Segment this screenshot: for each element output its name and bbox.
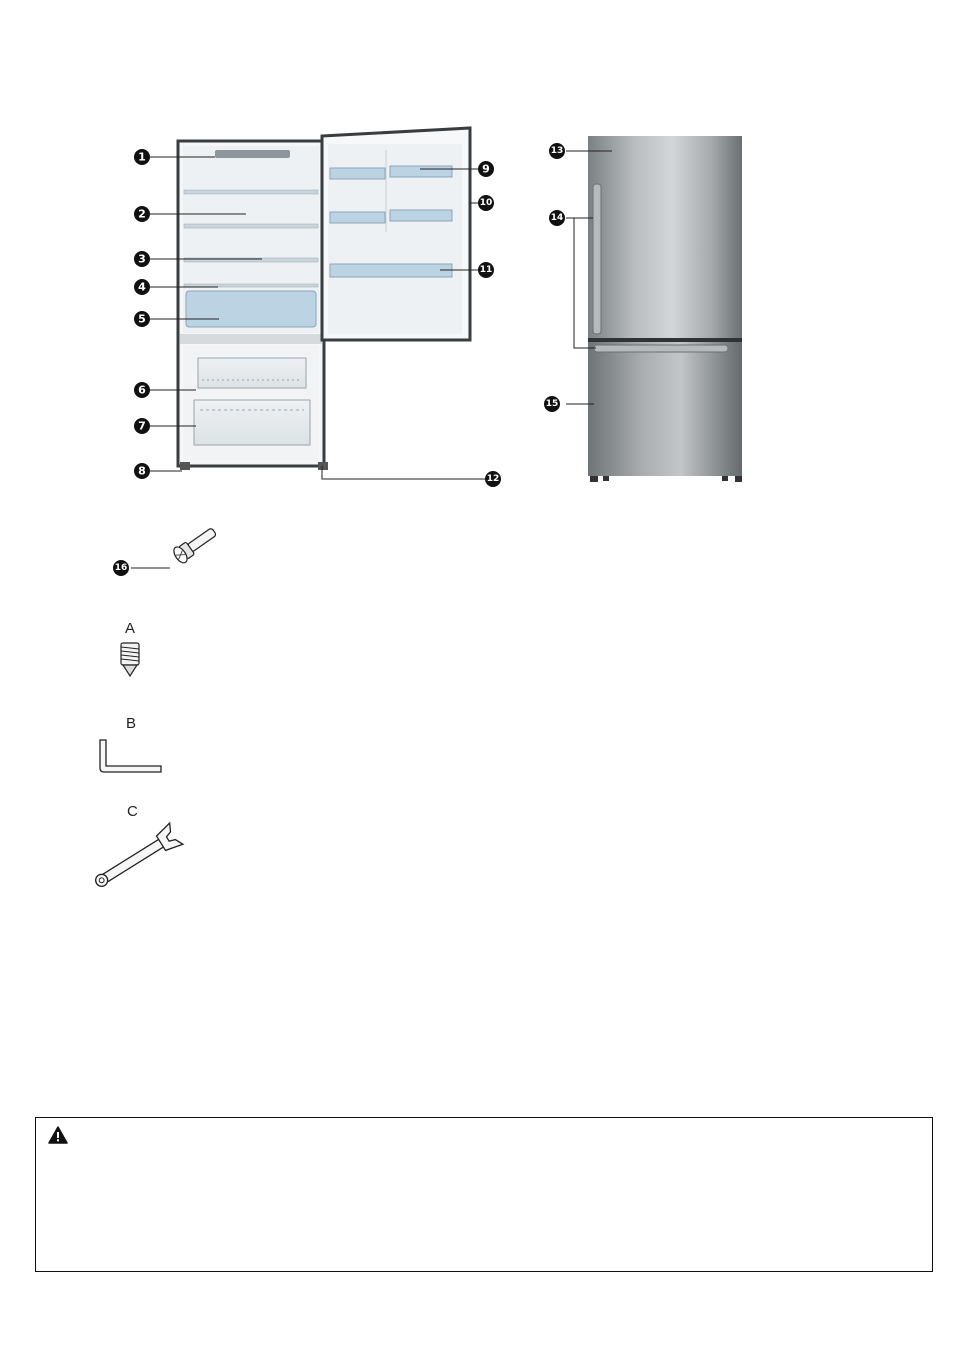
horizontal-handle [594,345,728,352]
accessory-b-label: B [126,715,137,732]
accessory-c-label: C [127,803,138,820]
callout-5 [134,311,150,327]
callout-2 [134,206,150,222]
callout-4 [134,279,150,295]
callout-10 [478,195,494,211]
crisper-drawer [186,291,316,327]
svg-text:1: 1 [138,150,146,164]
freezer-door-closed [588,342,742,476]
wrench-icon [90,823,183,894]
open-refrigerator [178,128,470,470]
callout-13 [549,143,565,159]
door-bin-middle-right [390,210,452,221]
svg-text:10: 10 [479,198,493,208]
callout-9 [478,161,494,177]
fridge-door-closed [588,136,742,338]
leveling-leg-icon [171,524,219,565]
door-bin-upper-left [330,168,385,179]
callout-11 [478,262,494,278]
callout-8 [134,463,150,479]
callout-12 [485,471,501,487]
vertical-handle [593,184,601,334]
screw-icon [121,643,139,676]
svg-text:6: 6 [138,383,146,397]
callout-3 [134,251,150,267]
closed-refrigerator [588,136,742,482]
door-bin-middle-left [330,212,385,223]
leveling-foot-front [180,462,190,470]
leveling-foot-rear [318,462,328,470]
svg-text:8: 8 [138,464,146,478]
svg-text:12: 12 [486,474,500,484]
callout-1 [134,149,150,165]
svg-text:2: 2 [138,207,146,221]
callout-7 [134,418,150,434]
control-panel-light [215,150,290,158]
accessory-a-label: A [125,620,136,637]
svg-text:9: 9 [482,162,490,176]
callout-6 [134,382,150,398]
svg-text:11: 11 [479,265,493,275]
svg-text:13: 13 [550,146,564,156]
svg-text:15: 15 [545,399,559,409]
door-bin-lower [330,264,452,277]
callout-16 [113,560,129,576]
svg-text:14: 14 [550,213,564,223]
svg-text:4: 4 [138,280,146,294]
svg-text:16: 16 [114,563,128,573]
svg-text:7: 7 [138,419,146,433]
callout-14 [549,210,565,226]
upper-freezer-drawer [198,358,306,388]
door-bin-upper-right [390,166,452,177]
lower-freezer-drawer [194,400,310,445]
callout-15 [544,396,560,412]
warning-triangle-icon [48,1126,68,1144]
svg-text:5: 5 [138,312,146,326]
svg-text:3: 3 [138,252,146,266]
open-door [322,128,470,340]
warning-box [35,1117,933,1272]
hex-key-icon [100,740,161,772]
